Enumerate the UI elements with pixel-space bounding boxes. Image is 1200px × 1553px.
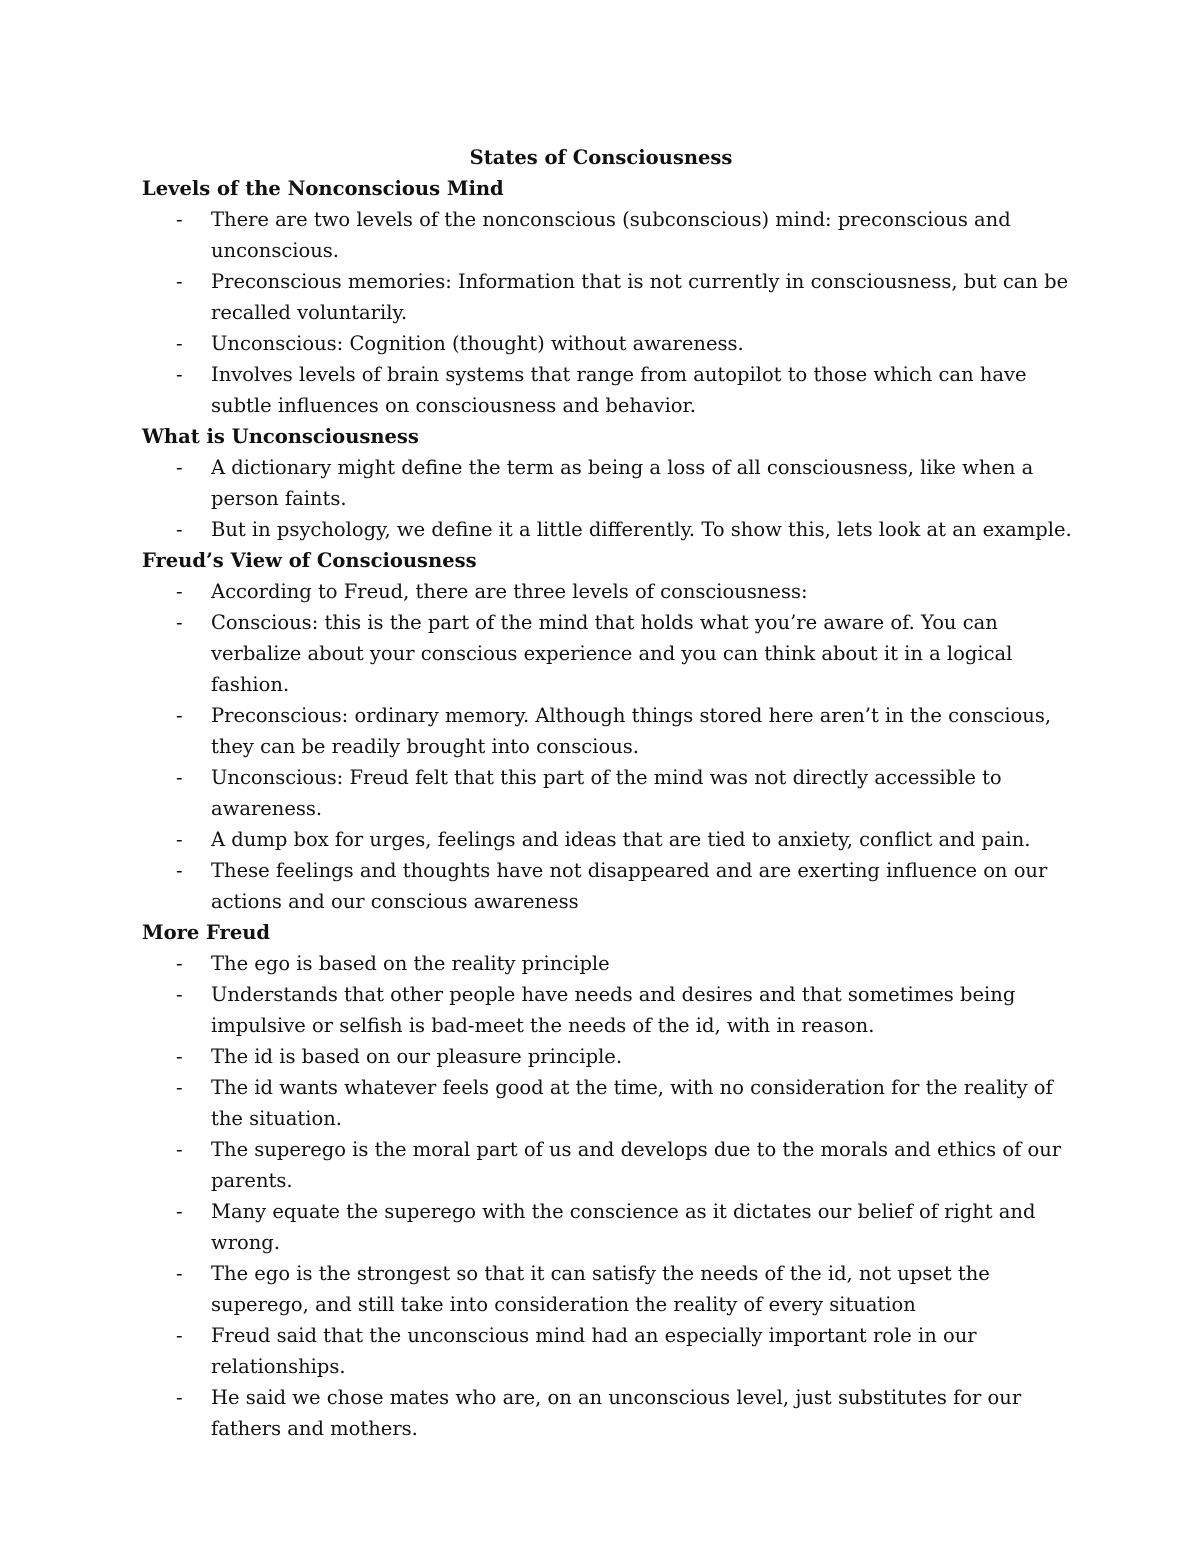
section-heading: What is Unconsciousness [142,425,419,448]
bullet-dash: - [176,952,183,975]
bullet-dash: - [176,270,183,293]
list-item: - The id is based on our pleasure principle. [142,1041,1082,1072]
list-item: - He said we chose mates who are, on an unconscious level, just substitutes for our fathers and mothers. [142,1382,1082,1444]
bullet-dash: - [176,704,183,727]
list-item: - According to Freud, there are three levels of consciousness: [142,576,1082,607]
section-heading: More Freud [142,921,271,944]
list-item: - The superego is the moral part of us and develops due to the morals and ethics of our parents. [142,1134,1082,1196]
section-heading: Levels of the Nonconscious Mind [142,177,504,200]
section-levels-nonconscious [142,173,1082,421]
list-item: - Unconscious: Freud felt that this part of the mind was not directly accessible to awareness. [142,762,1082,824]
bullet-dash: - [176,456,183,479]
document-page [142,142,1082,1444]
list-item: - There are two levels of the nonconscious (subconscious) mind: preconscious and unconscious. [142,204,1082,266]
bullet-dash: - [176,208,183,231]
list-item: - The ego is the strongest so that it can satisfy the needs of the id, not upset the superego, and still take into consideration the reality of every situation [142,1258,1082,1320]
bullet-dash: - [176,363,183,386]
list-item: - But in psychology, we define it a little differently. To show this, lets look at an example. [142,514,1082,545]
list-item: - A dump box for urges, feelings and ideas that are tied to anxiety, conflict and pain. [142,824,1082,855]
bullet-dash: - [176,1200,183,1223]
section-freuds-view [142,545,1082,917]
list-item: - A dictionary might define the term as being a loss of all consciousness, like when a person faints. [142,452,1082,514]
section-heading: Freud’s View of Consciousness [142,549,477,572]
list-item: - Involves levels of brain systems that range from autopilot to those which can have subtle influences on consciousness and behavior. [142,359,1082,421]
bullet-dash: - [176,1324,183,1347]
document-title: States of Consciousness [469,146,733,169]
bullet-list [142,204,1082,421]
bullet-dash: - [176,983,183,1006]
bullet-dash: - [176,766,183,789]
list-item: - The ego is based on the reality principle [142,948,1082,979]
bullet-dash: - [176,1138,183,1161]
bullet-dash: - [176,1076,183,1099]
list-item: - The id wants whatever feels good at the time, with no consideration for the reality of the situation. [142,1072,1082,1134]
bullet-dash: - [176,611,183,634]
list-item: - These feelings and thoughts have not disappeared and are exerting influence on our actions and our conscious awareness [142,855,1082,917]
list-item: - Preconscious memories: Information that is not currently in consciousness, but can be recalled voluntarily. [142,266,1082,328]
section-what-is-unconsciousness [142,421,1082,545]
bullet-dash: - [176,518,183,541]
list-item: - Understands that other people have needs and desires and that sometimes being impulsive or selfish is bad-meet the needs of the id, with in reason. [142,979,1082,1041]
bullet-dash: - [176,859,183,882]
bullet-dash: - [176,828,183,851]
bullet-list [142,452,1082,545]
bullet-list [142,948,1082,1444]
bullet-dash: - [176,1386,183,1409]
section-more-freud [142,917,1082,1444]
list-item: - Unconscious: Cognition (thought) without awareness. [142,328,1082,359]
bullet-dash: - [176,1262,183,1285]
bullet-dash: - [176,332,183,355]
bullet-dash: - [176,580,183,603]
list-item: - Conscious: this is the part of the mind that holds what you’re aware of. You can verbalize about your conscious experience and you can think about it in a logical fashion. [142,607,1082,700]
list-item: - Preconscious: ordinary memory. Although things stored here aren’t in the conscious, they can be readily brought into conscious. [142,700,1082,762]
bullet-list [142,576,1082,917]
list-item: - Many equate the superego with the conscience as it dictates our belief of right and wrong. [142,1196,1082,1258]
bullet-dash: - [176,1045,183,1068]
list-item: - Freud said that the unconscious mind had an especially important role in our relationships. [142,1320,1082,1382]
